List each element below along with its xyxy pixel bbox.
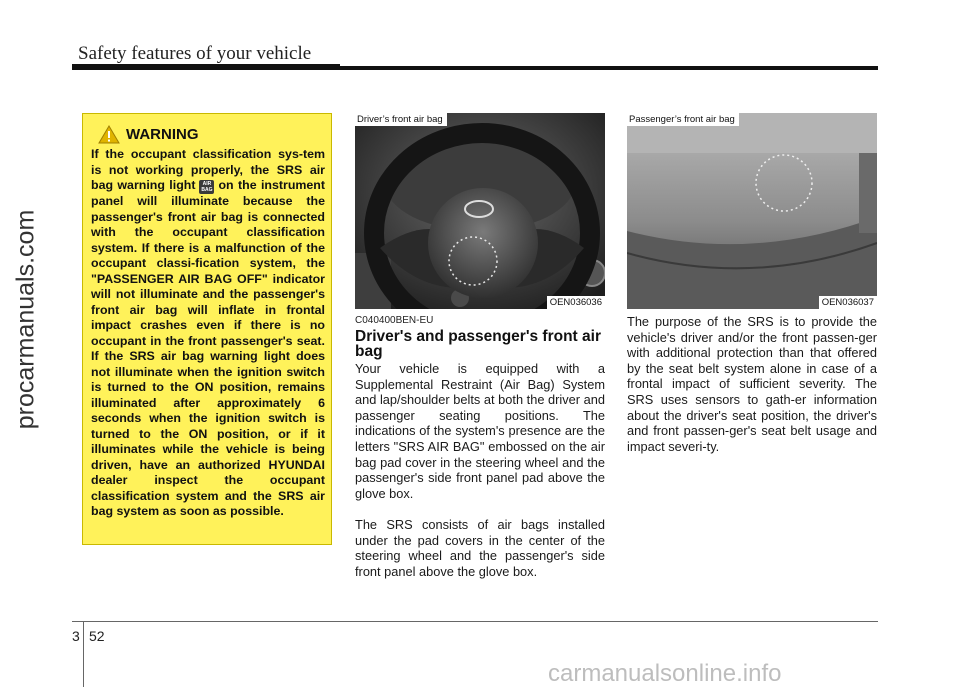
warning-text-part-2: on the instrument panel will illuminate because the passenger's front air bag is connected with the occupant classification system. If there is a malfunction of the occupant classi-fication system, the "PASSENGER AIR BAG OFF" indicator will not illuminate and the passenger's front air bag will inflate in frontal impact crashes even if there is no occupant in the front passenger's seat. If the SRS air bag warning light does not illuminate when the ignition switch is turned to the ON position, remains illuminated after approximately 6 seconds when the ignition switch is turned to the ON position, or if it illuminates while the vehicle is being driven, have an authorized HYUNDAI dealer inspect the occupant classification system and the SRS air bag system as soon as possible. [91,178,325,518]
airbag-warning-light-icon: AIR BAG [201,181,213,193]
driver-airbag-photo [355,113,605,309]
section-heading: Driver's and passenger's front air bag [355,328,601,360]
warning-header [98,125,199,144]
page-header-title: Safety features of your vehicle [78,43,312,64]
warning-text [91,147,325,520]
warning-triangle-icon [98,125,120,144]
warning-text-part-1: If the occupant classification sys-tem is not working properly, the SRS air bag warning light [91,147,325,192]
body-paragraph: The purpose of the SRS is to provide the vehicle's driver and/or the front passen-ger with additional protection than that offered by the seat belt system alone in case of a frontal impact of sufficient severity. The SRS uses sensors to gath-er information about the driver's seat position, the driver's and front passen-ger's seat belt usage and impact severi-ty. [627,314,877,454]
side-watermark: procarmanuals.com [11,209,40,430]
bottom-watermark: carmanualsonline.info [548,660,782,687]
page-number: 52 [89,628,105,644]
body-paragraph: The SRS consists of air bags installed under the pad covers in the center of the steering wheel and the passenger's side front panel above the glove box. [355,517,605,579]
header-rule [72,66,878,70]
photo-code: OEN036037 [819,296,877,309]
warning-title: WARNING [126,126,199,143]
photo-code: OEN036036 [547,296,605,309]
steering-wheel-illustration [355,113,605,309]
footer-rule [72,621,878,622]
section-code: C040400BEN-EU [355,315,434,326]
footer-divider [83,622,84,687]
photo-caption: Driver’s front air bag [355,113,447,126]
passenger-dashboard-illustration [627,113,877,309]
warning-box [82,113,332,545]
photo-caption: Passenger’s front air bag [627,113,739,126]
chapter-number: 3 [72,628,80,644]
body-paragraph: Your vehicle is equipped with a Supplemental Restraint (Air Bag) System and lap/shoulder belts at both the driver and passenger seating positions. The indications of the system's presence are the letters "SRS AIR BAG" embossed on the air bag pad cover in the steering wheel and the passenger's side front panel pad above the glove box. [355,361,605,501]
passenger-airbag-photo [627,113,877,309]
